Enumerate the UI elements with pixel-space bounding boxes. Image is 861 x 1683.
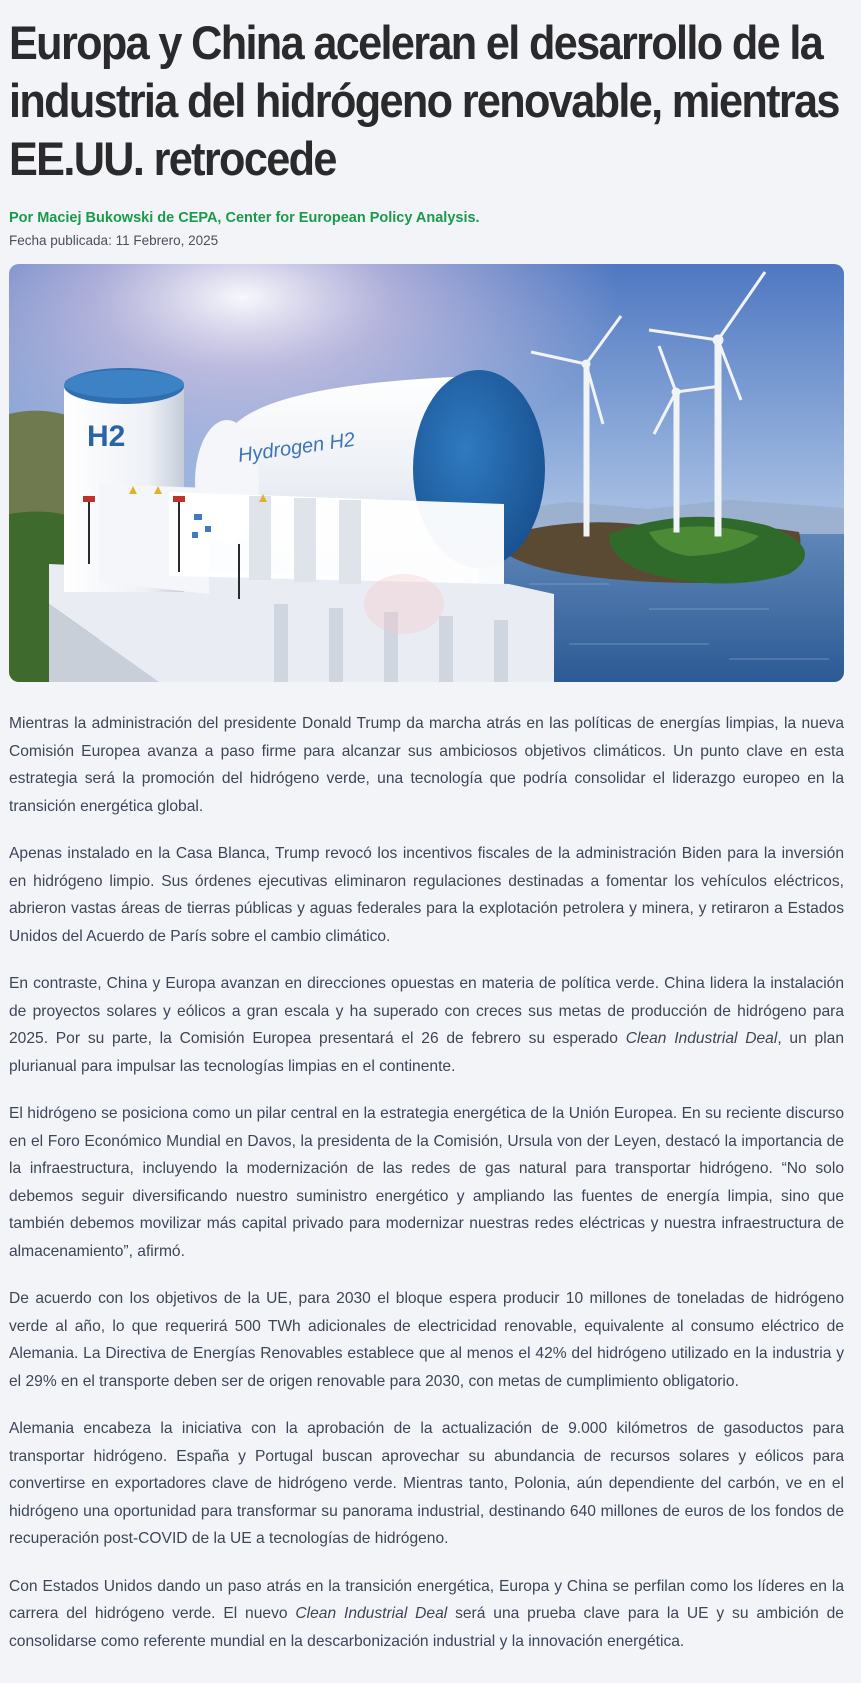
paragraph-text: será una prueba clave para la UE y su ambición de consolidarse como referente mundial en la descarbonización industrial y la innovación energética. — [9, 1605, 844, 1650]
article-body — [9, 710, 844, 1655]
paragraph-text: , un plan plurianual para impulsar las tecnologías limpias en el continente. — [9, 1030, 844, 1075]
paragraph: Mientras la administración del presidente Donald Trump da marcha atrás en las políticas de energías limpias, la nueva Comisión Europea avanza a paso firme para alcanzar sus ambiciosos objetivos climáticos. Un punto clave en esta estrategia será la promoción del hidrógeno verde, una tecnología que podría consolidar el liderazgo europeo en la transición energética global. — [9, 715, 844, 815]
emphasis-clean-industrial-deal: Clean Industrial Deal — [625, 1030, 778, 1047]
paragraph — [9, 1573, 844, 1656]
paragraph-text: En contraste, China y Europa avanzan en direcciones opuestas en materia de política verde. China lidera la instalación de proyectos solares y eólicos a gran escala y ha superado con creces sus metas de producción de hidrógeno para 2025. Por su parte, la Comisión Europea presentará el 26 de febrero su esperado — [9, 975, 844, 1047]
paragraph-text: Con Estados Unidos dando un paso atrás en la transición energética, Europa y China se perfilan como los líderes en la carrera del hidrógeno verde. El nuevo — [9, 1577, 844, 1622]
paragraph — [9, 970, 844, 1080]
paragraph: De acuerdo con los objetivos de la UE, para 2030 el bloque espera producir 10 millones de toneladas de hidrógeno verde al año, lo que requerirá 500 TWh adicionales de electricidad renovable, equivalente al consumo eléctrico de Alemania. La Directiva de Energías Renovables establece que al menos el 42% del hidrógeno utilizado en la industria y el 29% en el transporte deben ser de origen renovable para 2030, con metas de cumplimiento obligatorio. — [9, 1290, 844, 1390]
article-title: Europa y China aceleran el desarrollo de la industria del hidrógeno renovable, mientras EE.UU. retrocede — [9, 16, 839, 185]
emphasis-clean-industrial-deal: Clean Industrial Deal — [295, 1605, 448, 1622]
paragraph: Alemania encabeza la iniciativa con la aprobación de la actualización de 9.000 kilómetros de gasoductos para transportar hidrógeno. España y Portugal buscan aprovechar su abundancia de recursos solares y eólicos para convertirse en exportadores clave de hidrógeno verde. Mientras tanto, Polonia, aún dependiente del carbón, ve en el hidrógeno una oportunidad para transformar su panorama industrial, destinando 640 millones de euros de los fondos de recuperación post-COVID de la UE a tecnologías de hidrógeno. — [9, 1420, 844, 1547]
tank-label: H2 — [87, 420, 126, 453]
article-byline: Por Maciej Bukowski de CEPA, Center for European Policy Analysis. — [9, 210, 480, 226]
hero-image — [9, 264, 844, 682]
cylinder-label: Hydrogen H2 — [236, 428, 357, 467]
paragraph: Apenas instalado en la Casa Blanca, Trump revocó los incentivos fiscales de la administración Biden para la inversión en hidrógeno limpio. Sus órdenes ejecutivas eliminaron regulaciones destinadas a fomentar los vehículos eléctricos, abrieron vastas áreas de tierras públicas y aguas federales para la explotación petrolera y minera, y retiraron a Estados Unidos del Acuerdo de París sobre el cambio climático. — [9, 845, 844, 945]
article-date: Fecha publicada: 11 Febrero, 2025 — [9, 233, 219, 248]
paragraph: El hidrógeno se posiciona como un pilar central en la estrategia energética de la Unión Europea. En su reciente discurso en el Foro Económico Mundial en Davos, la presidenta de la Comisión, Ursula von der Leyen, destacó la importancia de la infraestructura, incluyendo la modernización de las redes de gas natural para transportar hidrógeno. “No solo debemos seguir diversificando nuestro suministro energético y ampliando las fuentes de energía limpia, sino que también debemos movilizar más capital privado para modernizar nuestras redes eléctricas y nuestra infraestructura de almacenamiento”, afirmó. — [9, 1105, 844, 1260]
